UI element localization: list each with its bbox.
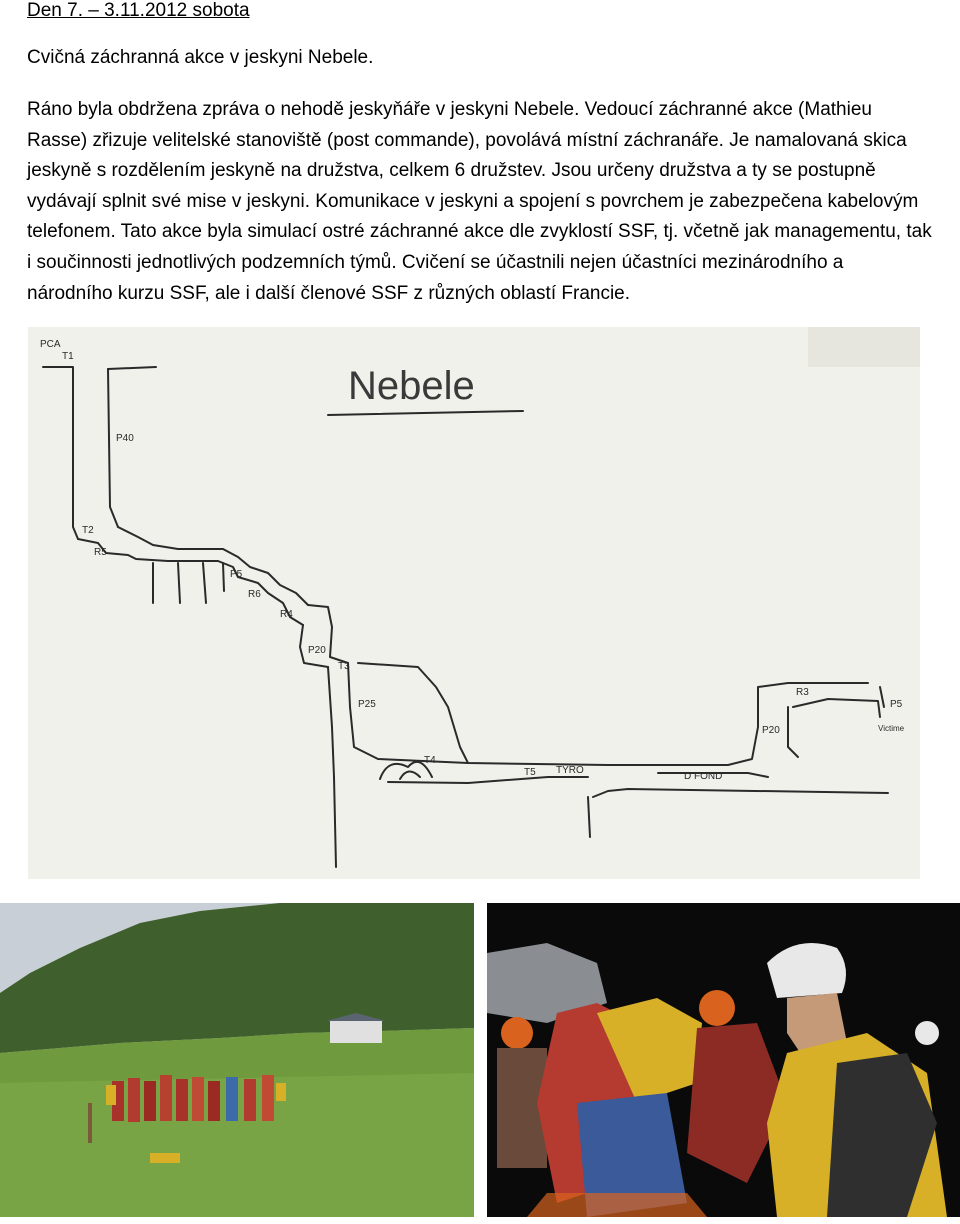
label-fond: D FOND [684, 771, 723, 782]
page-heading: Den 7. – 3.11.2012 sobota [27, 0, 250, 21]
label-t1: T1 [62, 351, 74, 362]
body-paragraph: Ráno byla obdržena zpráva o nehodě jeskyňáře v jeskyni Nebele. Vedoucí záchranné akce (Mathieu Rasse) zřizuje velitelské stanoviště (post commande), povolává místní záchranáře. Je namalovaná skica jeskyně s rozdělením jeskyně na družstva, celkem 6 družstev. Jsou určeny družstva a ty se postupně vydávají splnit své mise v jeskyni. Komunikace v jeskyni a spojení s povrchem je zabezpečena kabelovým telefonem. Tato akce byla simulací ostré záchranné akce dle zvyklostí SSF, tj. včetně jak managementu, tak i součinnosti jednotlivých podzemních týmů. Cvičení se účastnili nejen účastníci mezinárodního a národního kurzu SSF, ale i další členové SSF z různých oblastí Francie. [27, 99, 932, 304]
label-t2: T2 [82, 525, 94, 536]
label-p40: P40 [116, 433, 134, 444]
sketch-title: Nebele [348, 364, 475, 408]
cave-sketch-image [28, 327, 920, 879]
cave-rescuers-photo [487, 903, 960, 1217]
label-t4: T4 [424, 755, 436, 766]
label-r6: R6 [248, 589, 261, 600]
label-victime: Victime [878, 724, 905, 733]
meadow-photo [0, 903, 474, 1217]
label-t3: T3 [338, 661, 350, 672]
label-r5: R5 [94, 547, 107, 558]
label-tyro: TYRO [556, 765, 584, 776]
label-p20: P20 [308, 645, 326, 656]
label-t5: T5 [524, 767, 536, 778]
label-r4: R4 [280, 609, 293, 620]
label-pca: PCA [40, 339, 61, 350]
label-p5b: P5 [890, 699, 903, 710]
meadow-photo-drawing [0, 903, 474, 1217]
section-title: Cvičná záchranná akce v jeskyni Nebele. [27, 47, 374, 68]
cave-photo-drawing [487, 903, 960, 1217]
label-p5: P5 [230, 569, 243, 580]
cave-sketch-drawing [28, 327, 920, 879]
label-p25: P25 [358, 699, 376, 710]
label-r3: R3 [796, 687, 809, 698]
label-p20b: P20 [762, 725, 780, 736]
